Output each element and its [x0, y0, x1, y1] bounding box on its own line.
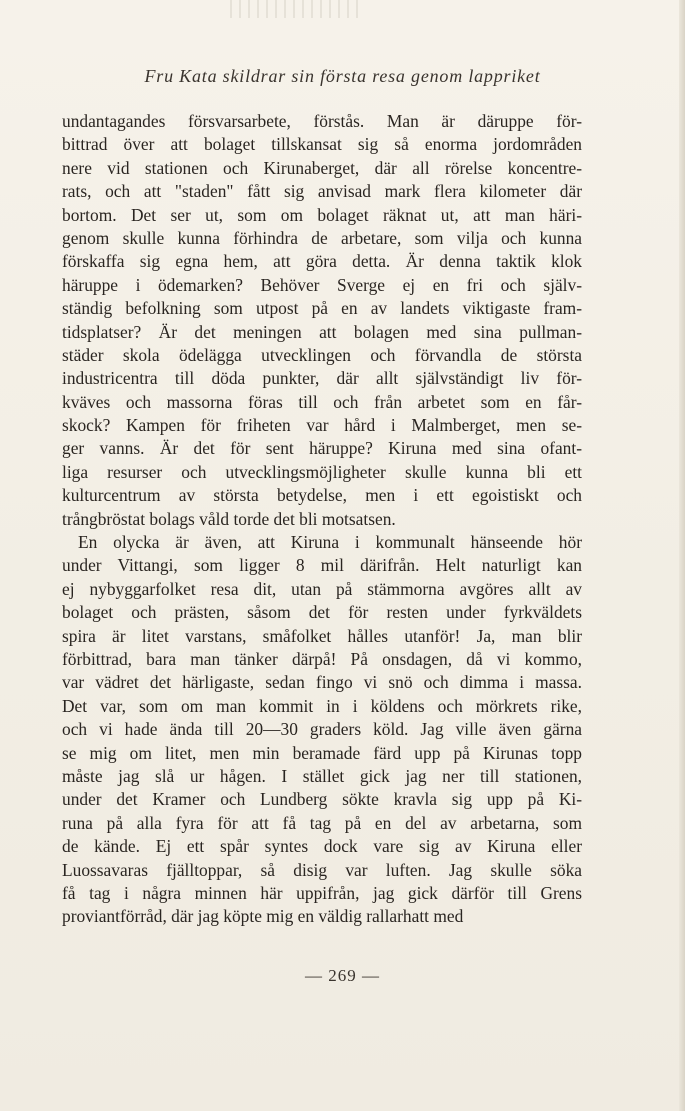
text-line: industricentra till döda punkter, där allt självständigt liv för-: [62, 368, 582, 389]
text-line: se mig om litet, men min beramade färd upp på Kirunas topp: [62, 742, 582, 763]
running-head: Fru Kata skildrar sin första resa genom lappriket: [144, 66, 541, 86]
text-line: de kände. Ej ett spår syntes dock vare sig av Kiruna eller: [62, 836, 582, 857]
text-line: rats, och att "staden" fått sig anvisad mark flera kilometer där: [62, 181, 582, 202]
text-line: nere vid stationen och Kirunaberget, där all rörelse koncentre-: [62, 157, 582, 178]
paragraph: [62, 110, 582, 531]
text-line: ständig befolkning som utpost på en av landets viktigaste fram-: [62, 298, 582, 319]
text-line: städer skola ödelägga utvecklingen och förvandla de största: [62, 344, 582, 365]
text-line: genom skulle kunna förhindra de arbetare, som vilja och kunna: [62, 227, 582, 248]
text-line: måste jag slå ur hågen. I stället gick jag ner till stationen,: [62, 765, 582, 786]
text-line: tidsplatser? Är det meningen att bolagen med sina pullman-: [62, 321, 582, 342]
text-line: ger vanns. Är det för sent häruppe? Kiruna med sina ofant-: [62, 438, 582, 459]
text-line: kulturcentrum av största betydelse, men i ett egoistiskt och: [62, 485, 582, 506]
text-line: under Vittangi, som ligger 8 mil därifrån. Helt naturligt kan: [62, 555, 582, 576]
page-edge: [679, 0, 685, 1111]
text-line: Luossavaras fjälltoppar, så disig var luften. Jag skulle söka: [62, 859, 582, 880]
text-line: var vädret det härligaste, sedan fingo vi snö och dimma i massa.: [62, 672, 582, 693]
body-text: [62, 110, 582, 929]
text-line: skock? Kampen för friheten var hård i Malmberget, men se-: [62, 415, 582, 436]
text-line: häruppe i ödemarken? Behöver Sverge ej en fri och själv-: [62, 274, 582, 295]
text-line: bortom. Det ser ut, som om bolaget räknat ut, att man häri-: [62, 204, 582, 225]
text-line: bolaget och prästen, såsom det för resten under fyrkväldets: [62, 602, 582, 623]
text-line: bittrad över att bolaget tillskansat sig så enorma jordområden: [62, 134, 582, 155]
text-line: trångbröstat bolags våld torde det bli motsatsen.: [62, 508, 396, 529]
text-line: undantagandes försvarsarbete, förstås. Man är däruppe för-: [62, 111, 582, 131]
text-line: ej nybyggarfolket resa dit, utan på stämmorna avgöres allt av: [62, 578, 582, 599]
page-number: — 269 —: [305, 966, 380, 985]
text-line: liga resurser och utvecklingsmöjligheter skulle kunna bli ett: [62, 461, 582, 482]
paragraph: [62, 531, 582, 929]
text-line: Det var, som om man kommit in i köldens och mörkrets rike,: [62, 695, 582, 716]
text-line: runa på alla fyra för att få tag på en del av arbetarna, som: [62, 812, 582, 833]
text-line: kväves och massorna föras till och från arbetet som en får-: [62, 391, 582, 412]
text-line: under det Kramer och Lundberg sökte kravla sig upp på Ki-: [62, 789, 582, 810]
top-bleed-marks: [230, 0, 360, 18]
text-line: och vi hade ända till 20—30 graders köld. Jag ville även gärna: [62, 719, 582, 740]
text-line: spira är litet varstans, småfolket hålles utanför! Ja, man blir: [62, 625, 582, 646]
text-line: förskaffa sig egna hem, att göra detta. Är denna taktik klok: [62, 251, 582, 272]
text-line: få tag i några minnen här uppifrån, jag gick därför till Grens: [62, 882, 582, 903]
text-line: En olycka är även, att Kiruna i kommunalt hänseende hör: [78, 532, 582, 553]
text-line: proviantförråd, där jag köpte mig en väldig rallarhatt med: [62, 906, 464, 927]
text-line: förbittrad, bara man tänker därpå! På onsdagen, då vi kommo,: [62, 648, 582, 669]
